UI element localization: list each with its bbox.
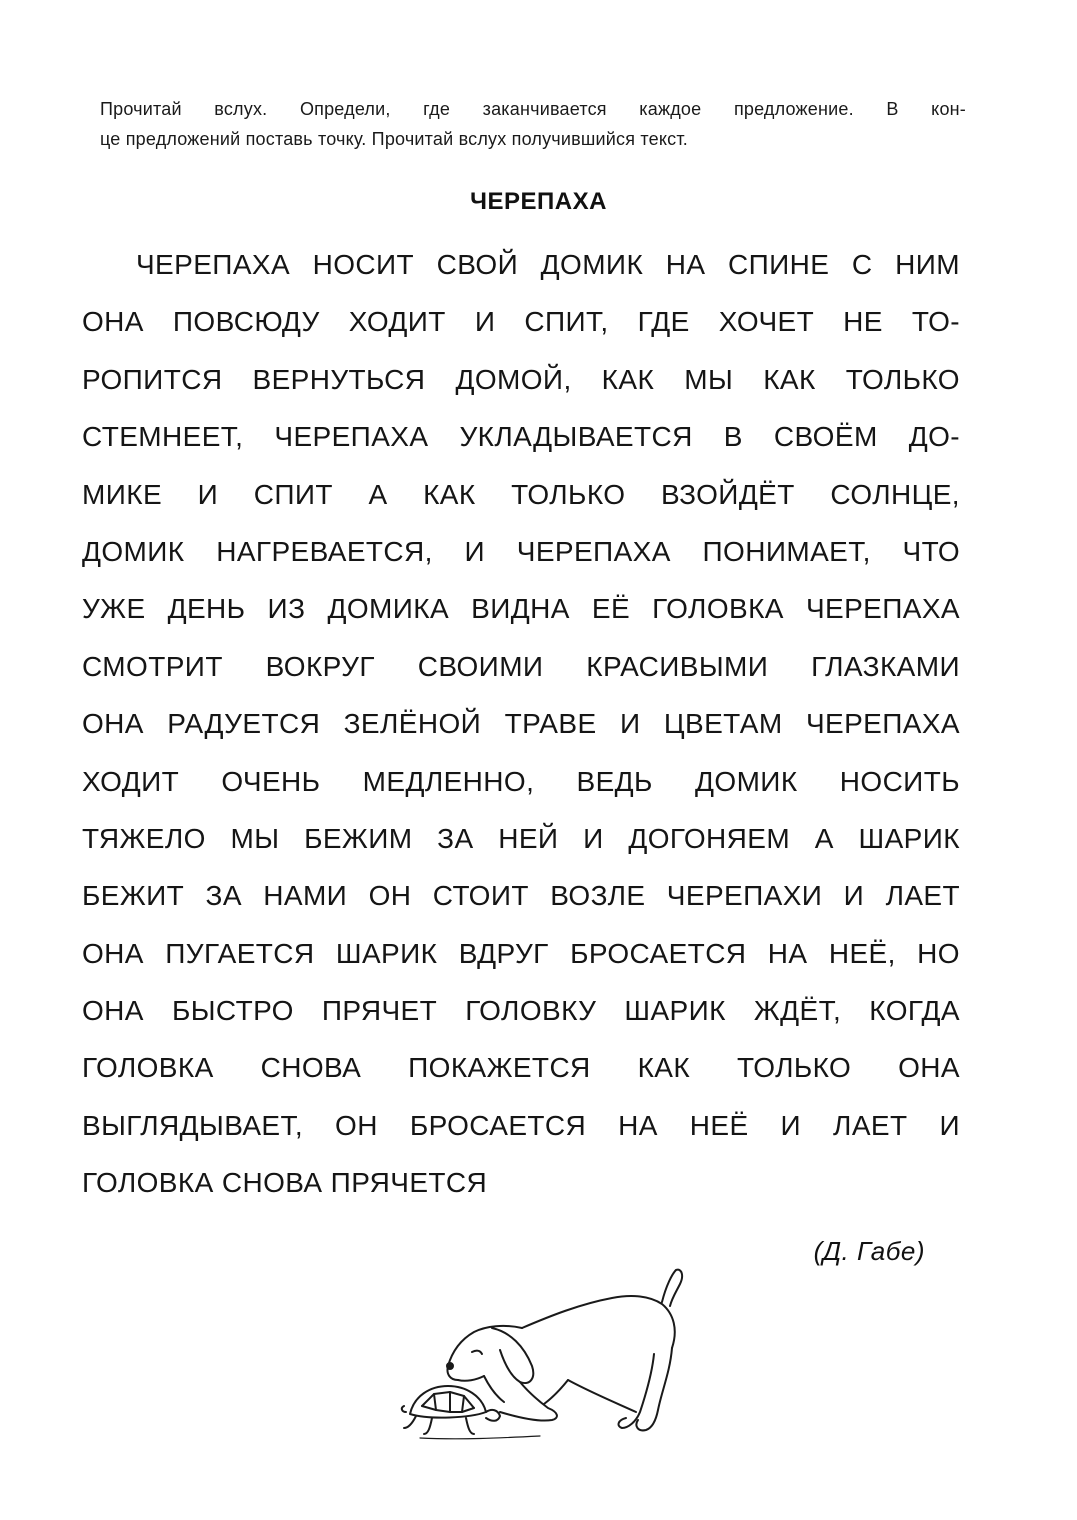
story-line: ОНА ПУГАЕТСЯ ШАРИК ВДРУГ БРОСАЕТСЯ НА НЕЁ, НО (82, 937, 960, 969)
dog-and-turtle-icon (400, 1262, 700, 1452)
story-text (82, 236, 960, 1212)
instruction-line: це предложений поставь точку. Прочитай вслух получившийся текст. (100, 129, 688, 149)
instruction-line: Прочитай вслух. Определи, где заканчивается каждое предложение. В кон- (100, 99, 966, 119)
story-line: ДОМИК НАГРЕВАЕТСЯ, И ЧЕРЕПАХА ПОНИМАЕТ, ЧТО (82, 535, 960, 567)
story-line: МИКЕ И СПИТ А КАК ТОЛЬКО ВЗОЙДЁТ СОЛНЦЕ, (82, 478, 960, 510)
story-line: РОПИТСЯ ВЕРНУТЬСЯ ДОМОЙ, КАК МЫ КАК ТОЛЬКО (82, 363, 960, 395)
instruction-text (100, 94, 966, 154)
story-line: ОНА БЫСТРО ПРЯЧЕТ ГОЛОВКУ ШАРИК ЖДЁТ, КОГДА (82, 995, 960, 1027)
story-line: ВЫГЛЯДЫВАЕТ, ОН БРОСАЕТСЯ НА НЕЁ И ЛАЕТ И (82, 1109, 960, 1141)
story-line: СМОТРИТ ВОКРУГ СВОИМИ КРАСИВЫМИ ГЛАЗКАМИ (82, 650, 960, 682)
story-line: УЖЕ ДЕНЬ ИЗ ДОМИКА ВИДНА ЕЁ ГОЛОВКА ЧЕРЕПАХА (82, 593, 960, 625)
story-line: ОНА ПОВСЮДУ ХОДИТ И СПИТ, ГДЕ ХОЧЕТ НЕ ТО- (82, 306, 960, 338)
story-line: БЕЖИТ ЗА НАМИ ОН СТОИТ ВОЗЛЕ ЧЕРЕПАХИ И ЛАЕТ (82, 880, 960, 912)
story-line: СТЕМНЕЕТ, ЧЕРЕПАХА УКЛАДЫВАЕТСЯ В СВОЁМ ДО- (82, 421, 960, 453)
story-line: ГОЛОВКА СНОВА ПРЯЧЕТСЯ (82, 1167, 488, 1199)
story-title: ЧЕРЕПАХА (470, 188, 607, 215)
story-line: ТЯЖЕЛО МЫ БЕЖИМ ЗА НЕЙ И ДОГОНЯЕМ А ШАРИК (82, 822, 960, 854)
story-line: ОНА РАДУЕТСЯ ЗЕЛЁНОЙ ТРАВЕ И ЦВЕТАМ ЧЕРЕПАХА (82, 708, 960, 740)
author-credit: (Д. Габе) (813, 1236, 925, 1266)
story-line: ГОЛОВКА СНОВА ПОКАЖЕТСЯ КАК ТОЛЬКО ОНА (82, 1052, 960, 1084)
story-line: ЧЕРЕПАХА НОСИТ СВОЙ ДОМИК НА СПИНЕ С НИМ (136, 249, 960, 280)
story-line: ХОДИТ ОЧЕНЬ МЕДЛЕННО, ВЕДЬ ДОМИК НОСИТЬ (82, 765, 960, 797)
